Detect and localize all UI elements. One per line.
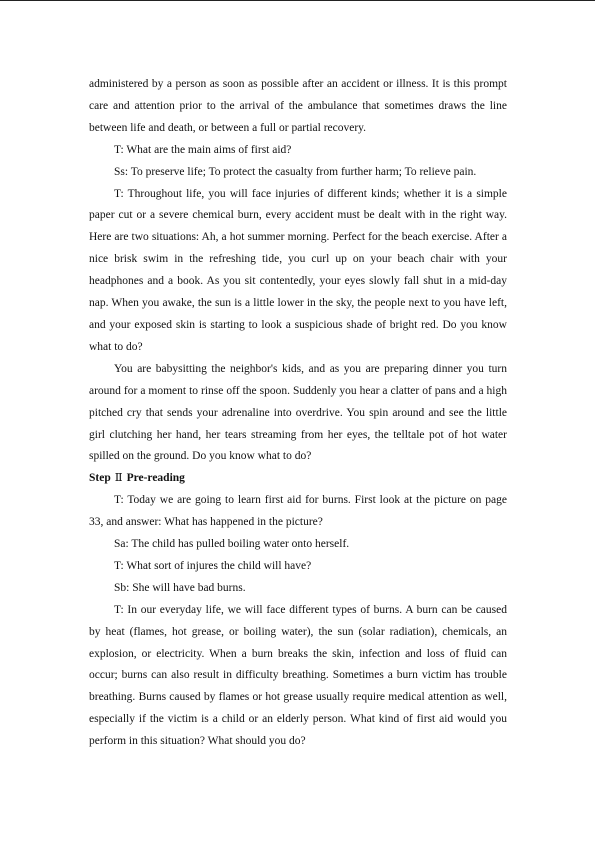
step-label: Step: [89, 472, 111, 485]
paragraph-continuation: administered by a person as soon as possible after an accident or illness. It is this prompt care and attention prior to the arrival of the ambulance that sometimes draws the line between life and death, or between a full or partial recovery.: [89, 78, 507, 134]
paragraph-students-answer-aims: Ss: To preserve life; To protect the casualty from further harm; To relieve pain.: [114, 165, 477, 178]
page-top-rule: [0, 0, 595, 1]
paragraph-student-b-answer: Sb: She will have bad burns.: [114, 581, 246, 594]
step-title: Pre-reading: [126, 472, 185, 485]
paragraph-teacher-question-aims: T: What are the main aims of first aid?: [114, 143, 292, 156]
paragraph-teacher-injuries-question: T: What sort of injures the child will have?: [114, 559, 312, 572]
paragraph-babysitting-situation: You are babysitting the neighbor's kids, and as you are preparing dinner you turn around for a moment to rinse off the spoon. Suddenly you hear a clatter of pans and a high pitched cry that sends your adrenaline into overdrive. You spin around and see the little girl clutching her hand, her tears streaming from her eyes, the telltale pot of hot water spilled on the ground. Do you know what to do?: [89, 362, 507, 463]
paragraph-student-a-answer: Sa: The child has pulled boiling water onto herself.: [114, 538, 350, 551]
paragraph-teacher-burn-types: T: In our everyday life, we will face different types of burns. A burn can be caused by heat (flames, hot grease, or boiling water), the sun (solar radiation), chemicals, an explosion, or electricity. When a burn breaks the skin, infection and loss of fluid can occur; burns can also result in difficulty breathing. Sometimes a burn victim has trouble breathing. Burns caused by flames or hot grease usually require medical attention as well, especially if the victim is a child or an elderly person. What kind of first aid would you perform in this situation? What should you do?: [89, 603, 507, 748]
paragraph-teacher-situations: T: Throughout life, you will face injuries of different kinds; whether it is a simple paper cut or a severe chemical burn, every accident must be dealt with in the right way. Here are two situations: Ah, a hot summer morning. Perfect for the beach exercise. After a nice brisk swim in the refreshing tide, you curl up on your beach chair with your headphones and a book. As you sit contentedly, your eyes slowly fall shut in a mid-day nap. When you awake, the sun is a little lower in the sky, the people next to you have left, and your exposed skin is starting to look a suspicious shade of bright red. Do you know what to do?: [89, 187, 507, 353]
section-heading-step-2: [89, 468, 507, 490]
document-page: [89, 74, 507, 753]
paragraph-teacher-picture-question: T: Today we are going to learn first aid for burns. First look at the picture on page 33, and answer: What has happened in the picture?: [89, 494, 507, 529]
step-numeral: Ⅱ: [114, 472, 123, 485]
